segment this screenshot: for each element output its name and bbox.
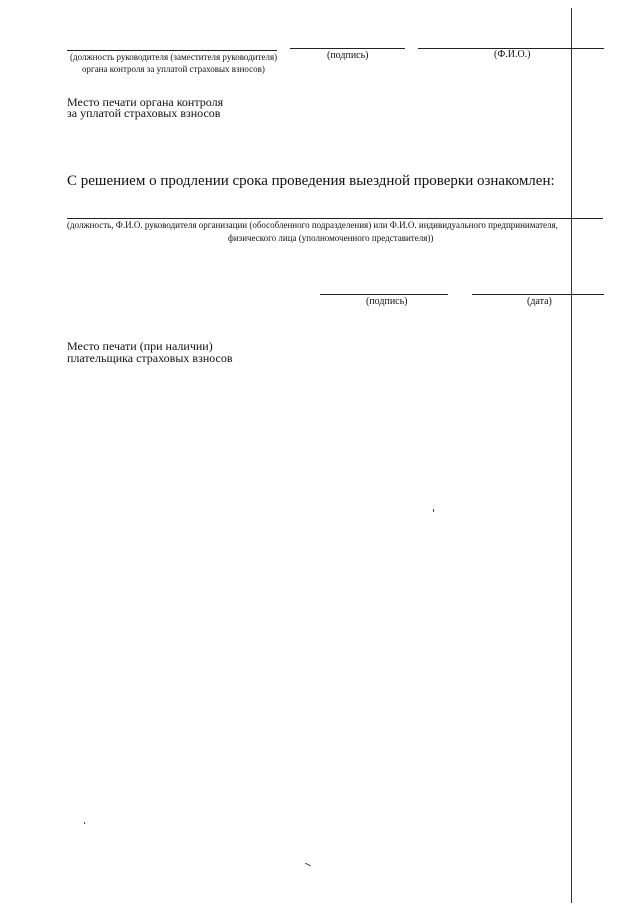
payer-stamp-line1: Место печати (при наличии) bbox=[67, 339, 213, 353]
scan-margin-line bbox=[571, 8, 572, 903]
ack-signature-line bbox=[320, 294, 448, 295]
name-caption: (Ф.И.О.) bbox=[494, 49, 531, 60]
position-caption-line1: (должность руководителя (заместителя руководителя) bbox=[70, 52, 278, 62]
acknowledger-line bbox=[67, 218, 603, 219]
scan-speck bbox=[84, 822, 85, 824]
ack-date-line bbox=[472, 294, 604, 295]
position-line bbox=[67, 50, 277, 51]
ack-signature-caption: (подпись) bbox=[366, 296, 408, 307]
acknowledger-caption-line1: (должность, Ф.И.О. руководителя организации (обособленного подразделения) или Ф.И.О. индивидуального предпринимателя, bbox=[67, 220, 558, 230]
payer-stamp-line2: плательщика страховых взносов bbox=[67, 351, 233, 365]
stamp-text-line2: за уплатой страховых взносов bbox=[67, 106, 221, 120]
acknowledgement-heading: С решением о продлении срока проведения выездной проверки ознакомлен: bbox=[67, 173, 555, 189]
signature-caption: (подпись) bbox=[327, 50, 369, 61]
stamp-text-line1: Место печати органа контроля bbox=[67, 95, 224, 109]
acknowledger-caption-line2: физического лица (уполномоченного представителя)) bbox=[228, 233, 434, 243]
scan-speck bbox=[305, 863, 311, 866]
signature-line bbox=[290, 48, 405, 49]
scan-speck bbox=[433, 509, 434, 512]
position-caption-line2: органа контроля за уплатой страховых взносов) bbox=[82, 64, 265, 74]
ack-date-caption: (дата) bbox=[527, 296, 552, 307]
